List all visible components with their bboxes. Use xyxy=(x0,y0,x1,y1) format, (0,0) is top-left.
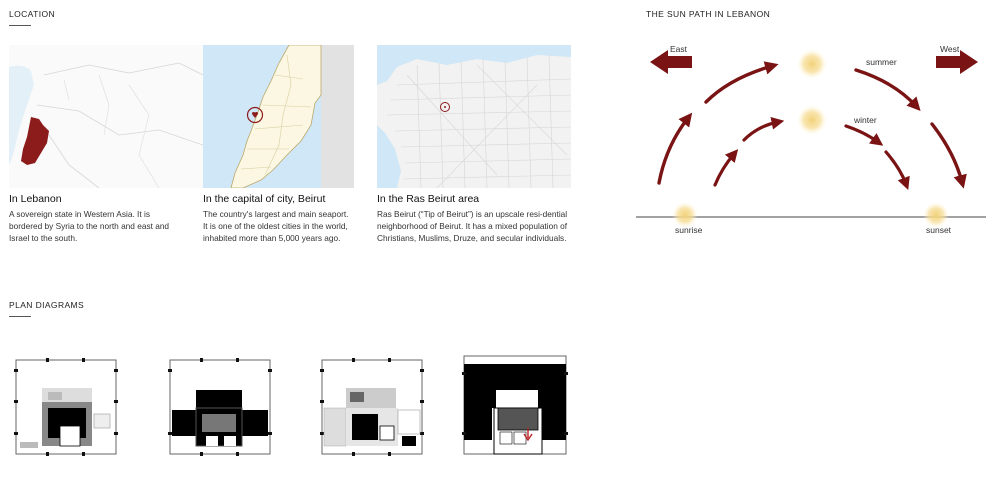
summer-arrow-1 xyxy=(659,118,688,183)
plans-title: PLAN DIAGRAMS xyxy=(9,300,85,310)
plan-diagram-4 xyxy=(460,352,570,458)
caption-ras-beirut-title: In the Ras Beirut area xyxy=(377,193,480,205)
summer-arrow-3 xyxy=(856,70,916,106)
winter-arrow-1 xyxy=(715,154,734,185)
plans-title-rule xyxy=(9,316,31,317)
sun-path-title: THE SUN PATH IN LEBANON xyxy=(646,9,771,19)
sunset-label: sunset xyxy=(926,225,952,235)
caption-beirut xyxy=(203,193,403,245)
location-title: LOCATION xyxy=(9,9,56,19)
west-label: West xyxy=(940,44,960,54)
sun-path-diagram xyxy=(630,28,990,248)
caption-beirut-title: In the capital of city, Beirut xyxy=(203,193,326,205)
plan-diagram-1 xyxy=(12,356,120,458)
caption-ras-beirut-body: Ras Beirut (“Tip of Beirut”) is an upscale resi-dential neighborhood of Beirut. It has a mixed population of Christians, Muslims, Druze, and secular individuals. xyxy=(377,209,568,244)
beirut-city-map xyxy=(203,45,397,188)
caption-lebanon-title: In Lebanon xyxy=(9,193,62,205)
summer-label: summer xyxy=(866,57,897,67)
lebanon-region-map xyxy=(9,45,203,188)
ras-beirut-map xyxy=(377,45,571,188)
winter-arrow-3 xyxy=(846,126,878,142)
caption-lebanon-body: A sovereign state in Western Asia. It is bordered by Syria to the north and east and Israel to the south. xyxy=(9,209,170,244)
east-label: East xyxy=(670,44,688,54)
summer-arrow-4 xyxy=(932,124,962,182)
summer-arrow-2 xyxy=(706,66,772,102)
caption-lebanon xyxy=(9,193,209,245)
plan-diagram-3 xyxy=(318,356,426,458)
winter-arrow-4 xyxy=(886,152,906,184)
caption-beirut-body: The country's largest and main seaport. It is one of the oldest cities in the world, inhabited more than 5,000 years ago. xyxy=(203,209,349,244)
summer-sun-icon xyxy=(797,49,827,79)
location-title-rule xyxy=(9,25,31,26)
winter-arrow-2 xyxy=(744,122,778,140)
sunrise-label: sunrise xyxy=(675,225,703,235)
winter-sun-icon xyxy=(797,105,827,135)
plan-diagram-2 xyxy=(166,356,274,458)
winter-label: winter xyxy=(854,115,877,125)
caption-ras-beirut xyxy=(377,193,577,245)
